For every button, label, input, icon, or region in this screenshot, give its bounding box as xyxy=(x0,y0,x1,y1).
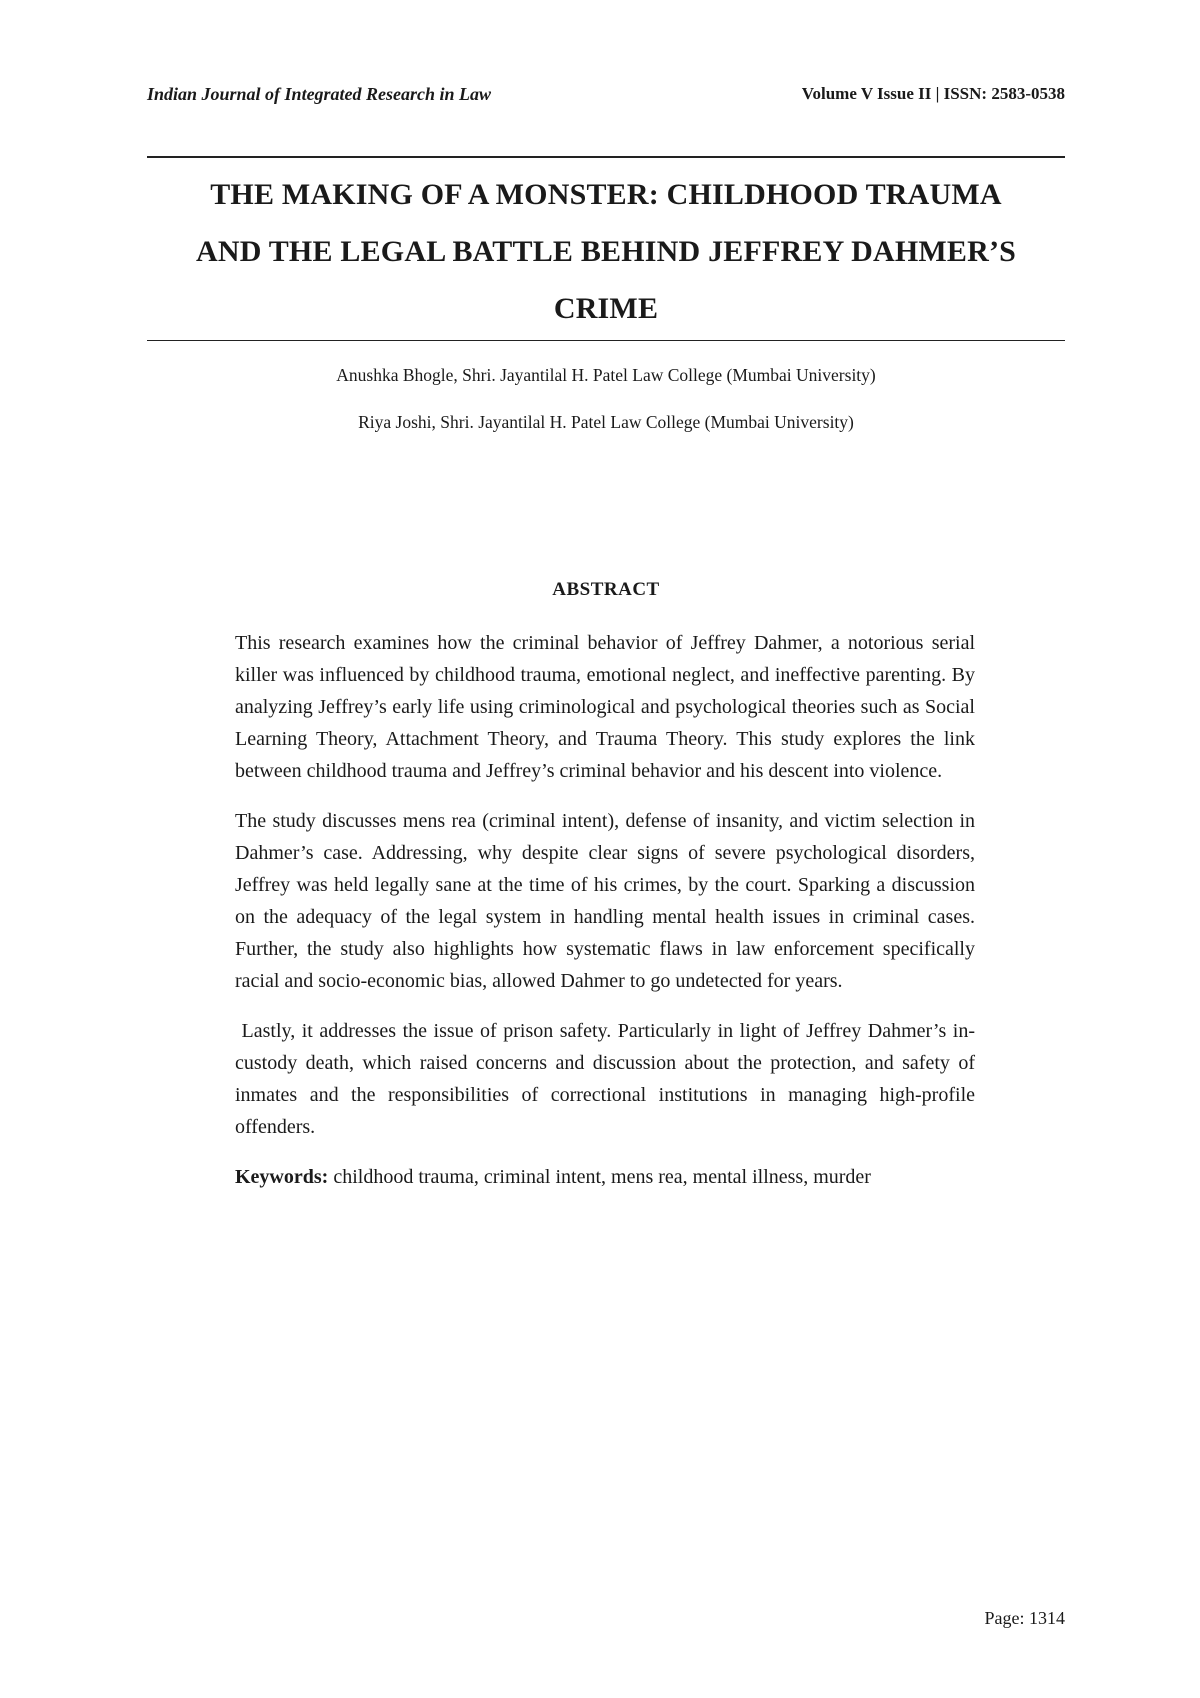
issue-info: Volume V Issue II | ISSN: 2583-0538 xyxy=(801,84,1065,103)
author-1: Anushka Bhogle, Shri. Jayantilal H. Patel Law College (Mumbai University) xyxy=(336,365,876,385)
title-bottom-rule xyxy=(147,340,1065,341)
title-top-rule xyxy=(147,156,1065,158)
page-number: Page: 1314 xyxy=(984,1608,1065,1628)
keywords-list: childhood trauma, criminal intent, mens rea, mental illness, murder xyxy=(328,1166,871,1188)
paper-title xyxy=(147,166,1065,337)
keywords-paragraph xyxy=(235,1161,975,1193)
abstract-heading: ABSTRACT xyxy=(552,579,660,600)
keywords-label: Keywords: xyxy=(235,1166,329,1188)
title-line-2: AND THE LEGAL BATTLE BEHIND JEFFREY DAHMER’S xyxy=(195,235,1017,268)
abstract-body xyxy=(235,627,980,1211)
journal-name: Indian Journal of Integrated Research in Law xyxy=(147,84,492,104)
title-line-1: THE MAKING OF A MONSTER: CHILDHOOD TRAUMA xyxy=(210,178,1002,211)
abstract-paragraph-3: Lastly, it addresses the issue of prison safety. Particularly in light of Jeffrey Dahmer’s in-custody death, which raised concerns and discussion about the protection, and safety of inmates and the responsibilities of correctional institutions in managing high-profile offenders. xyxy=(235,1020,980,1138)
abstract-paragraph-2: The study discusses mens rea (criminal intent), defense of insanity, and victim selection in Dahmer’s case. Addressing, why despite clear signs of severe psychological disorders, Jeffrey was held legally sane at the time of his crimes, by the court. Sparking a discussion on the adequacy of the legal system in handling mental health issues in criminal cases. Further, the study also highlights how systematic flaws in law enforcement specifically racial and socio-economic bias, allowed Dahmer to go undetected for years. xyxy=(235,810,975,992)
abstract-paragraph-1: This research examines how the criminal behavior of Jeffrey Dahmer, a notorious serial killer was influenced by childhood trauma, emotional neglect, and ineffective parenting. By analyzing Jeffrey’s early life using criminological and psychological theories such as Social Learning Theory, Attachment Theory, and Trauma Theory. This study explores the link between childhood trauma and Jeffrey’s criminal behavior and his descent into violence. xyxy=(235,632,975,782)
author-2: Riya Joshi, Shri. Jayantilal H. Patel Law College (Mumbai University) xyxy=(358,412,854,432)
title-line-3: CRIME xyxy=(553,292,659,325)
